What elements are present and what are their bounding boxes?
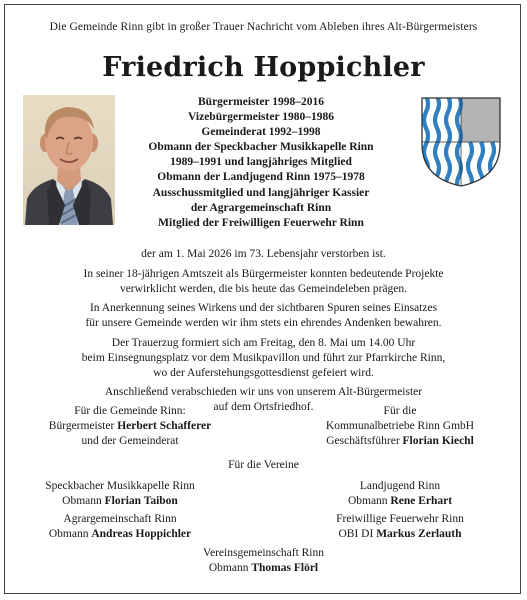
- intro-text: Die Gemeinde Rinn gibt in großer Trauer Nachricht vom Ableben ihres Alt-Bürgermeisters: [49, 21, 478, 33]
- title-line: Vizebürgermeister 1980–1986: [188, 111, 334, 124]
- signature-vereinsgemeinschaft: Vereinsgemeinschaft Rinn Obmann Thomas Flörl: [202, 547, 325, 574]
- title-line: Bürgermeister 1998–2016: [198, 96, 324, 108]
- career-titles: [126, 95, 396, 231]
- signatory-name: Herbert Schafferer: [117, 420, 212, 432]
- death-statement: der am 1. Mai 2026 im 73. Lebensjahr verstorben ist.: [141, 248, 386, 260]
- deceased-name: Friedrich Hoppichler: [102, 52, 425, 83]
- signatory-name: Florian Kiechl: [402, 435, 474, 447]
- title-line: Mitglied der Freiwilligen Feuerwehr Rinn: [158, 216, 364, 229]
- title-line: Obmann der Speckbacher Musikkapelle Rinn: [148, 141, 374, 154]
- signatory-name: Andreas Hoppichler: [91, 528, 192, 540]
- signature-kommunalbetriebe: Für die Kommunalbetriebe Rinn GmbH Geschäftsführer Florian Kiechl: [325, 405, 475, 447]
- coat-of-arms-icon: [420, 96, 502, 188]
- title-line: 1989–1991 und langjähriges Mitglied: [170, 156, 352, 169]
- burial-paragraph: Anschließend verabschieden wir uns von unserem Alt-Bürgermeister auf dem Ortsfriedhof.: [104, 386, 423, 413]
- title-line: Ausschussmitglied und langjähriger Kassier: [152, 186, 370, 199]
- vereine-heading: Für die Vereine: [228, 459, 299, 471]
- title-line: der Agrargemeinschaft Rinn: [190, 201, 332, 214]
- title-line: Obmann der Landjugend Rinn 1975–1978: [157, 171, 365, 184]
- signature-gemeinde: Für die Gemeinde Rinn: Bürgermeister Herbert Schafferer und der Gemeinderat: [48, 405, 212, 447]
- signatory-name: Florian Taibon: [104, 495, 178, 507]
- signature-landjugend: Landjugend Rinn Obmann Rene Erhart: [347, 480, 453, 507]
- signatory-name: Markus Zerlauth: [376, 528, 462, 540]
- signatory-name: Thomas Flörl: [251, 562, 319, 574]
- signature-musikkapelle: Speckbacher Musikkapelle Rinn Obmann Florian Taibon: [45, 480, 195, 507]
- obituary-body: [30, 247, 497, 420]
- achievements-paragraph: In seiner 18-jährigen Amtszeit als Bürgermeister konnten bedeutende Projekte verwirklicht werden, die bis heute das Gemeindeleben prägen.: [83, 267, 444, 295]
- signature-feuerwehr: Freiwillige Feuerwehr Rinn OBI DI Markus Zerlauth: [336, 513, 464, 540]
- signature-agrargemeinschaft: Agrargemeinschaft Rinn Obmann Andreas Hoppichler: [48, 513, 192, 540]
- tribute-paragraph: In Anerkennung seines Wirkens und der sichtbaren Spuren seines Einsatzes für unsere Gemeinde werden wir ihm stets ein ehrendes Andenken bewahren.: [85, 302, 442, 329]
- portrait-photo: [23, 95, 115, 225]
- funeral-details-paragraph: Der Trauerzug formiert sich am Freitag, den 8. Mai um 14.00 Uhr beim Einsegnungsplatz vor dem Musikpavillon und führt zur Pfarrkirche Rinn, wo der Auferstehungsgottesdienst gefeiert wird.: [81, 336, 446, 379]
- title-line: Gemeinderat 1992–1998: [201, 126, 321, 139]
- signatory-name: Rene Erhart: [390, 495, 453, 507]
